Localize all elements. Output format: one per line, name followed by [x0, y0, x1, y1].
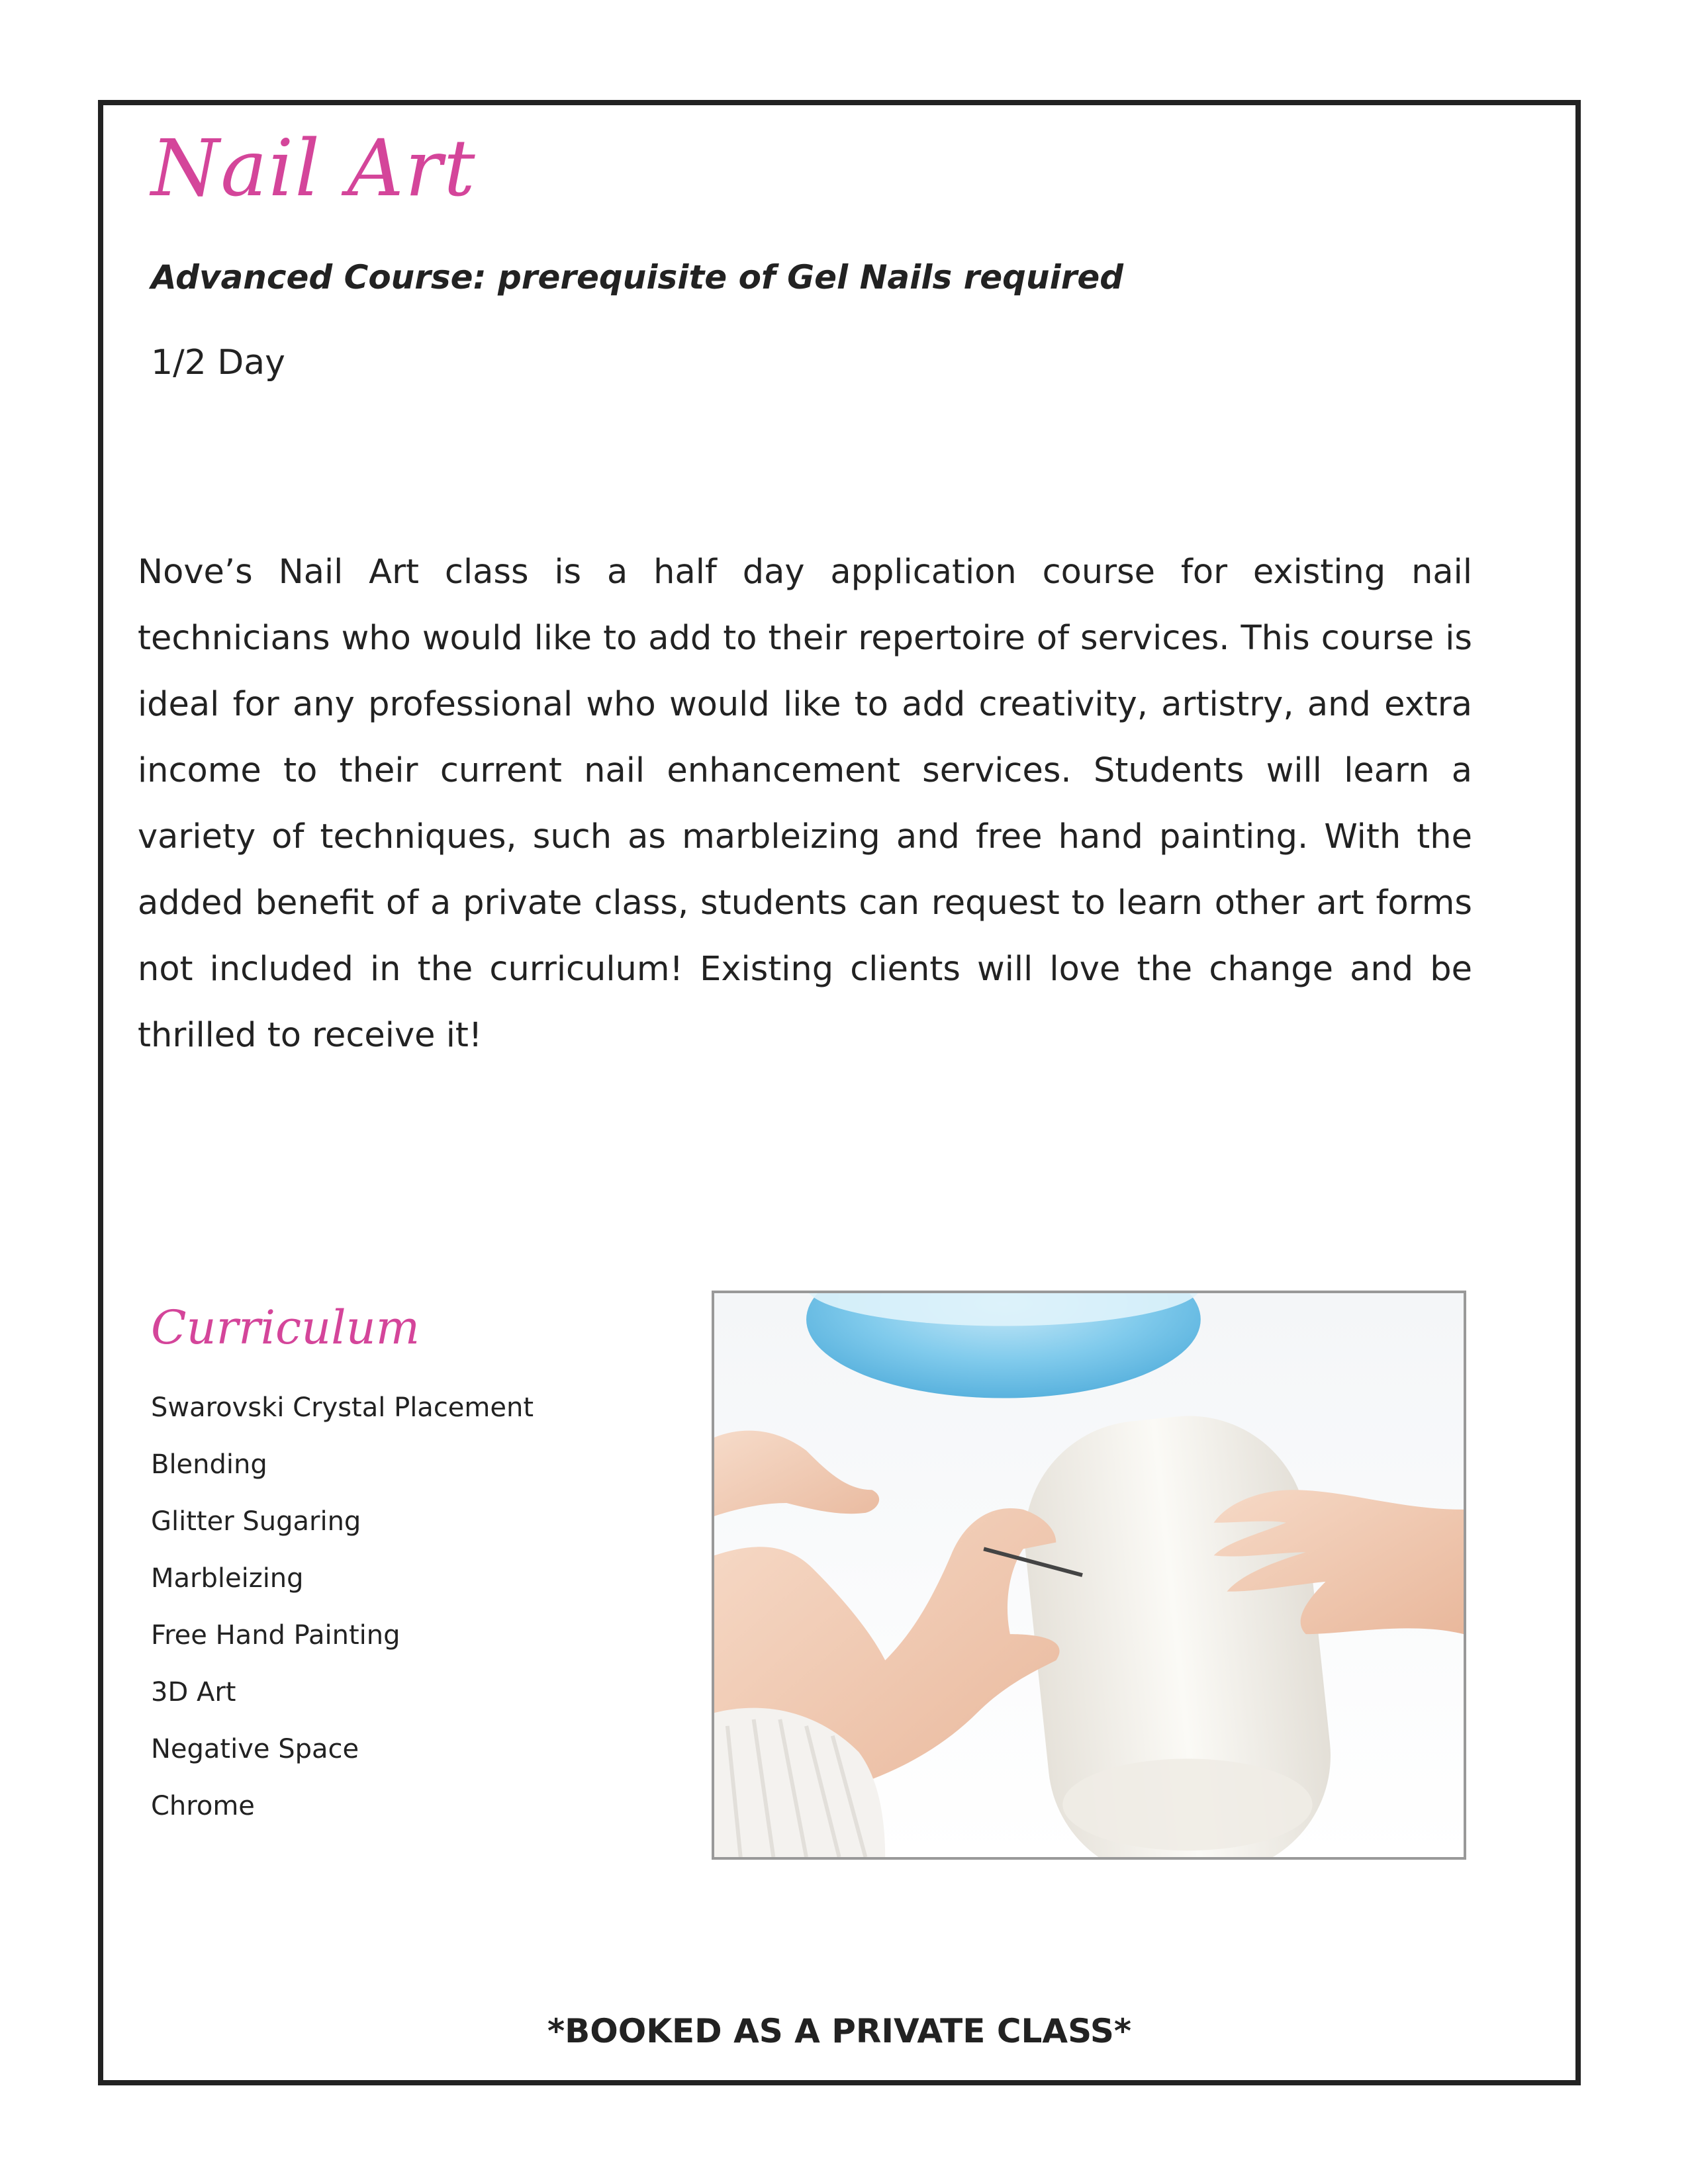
course-title: Nail Art: [151, 122, 477, 214]
curriculum-item: Negative Space: [151, 1734, 359, 1764]
private-class-note: *BOOKED AS A PRIVATE CLASS*: [547, 2012, 1131, 2050]
curriculum-item: Blending: [151, 1449, 267, 1480]
curriculum-item: Glitter Sugaring: [151, 1506, 361, 1537]
curriculum-item: 3D Art: [151, 1677, 236, 1707]
curriculum-list: [151, 1387, 534, 1843]
manicure-photo: [712, 1291, 1466, 1860]
manicure-illustration: [714, 1293, 1464, 1857]
curriculum-heading: Curriculum: [151, 1300, 420, 1355]
curriculum-item: Chrome: [151, 1791, 255, 1821]
course-prerequisite: Advanced Course: prerequisite of Gel Nails required: [151, 258, 1124, 296]
course-description: Nove’s Nail Art class is a half day application course for existing nail technicians who would like to add to their repertoire of services. This course is ideal for any professional who would like to add creativity, artistry, and extra income to their current nail enhancement services. Students will learn a variety of techniques, such as marbleizing and free hand painting. With the added benefit of a private class, students can request to learn other art forms not included in the curriculum! Existing clients will love the change and be thrilled to receive it!: [138, 553, 1472, 1055]
curriculum-item: Swarovski Crystal Placement: [151, 1392, 534, 1423]
curriculum-item: Free Hand Painting: [151, 1620, 400, 1651]
course-duration: 1/2 Day: [151, 343, 285, 383]
curriculum-item: Marbleizing: [151, 1563, 304, 1594]
